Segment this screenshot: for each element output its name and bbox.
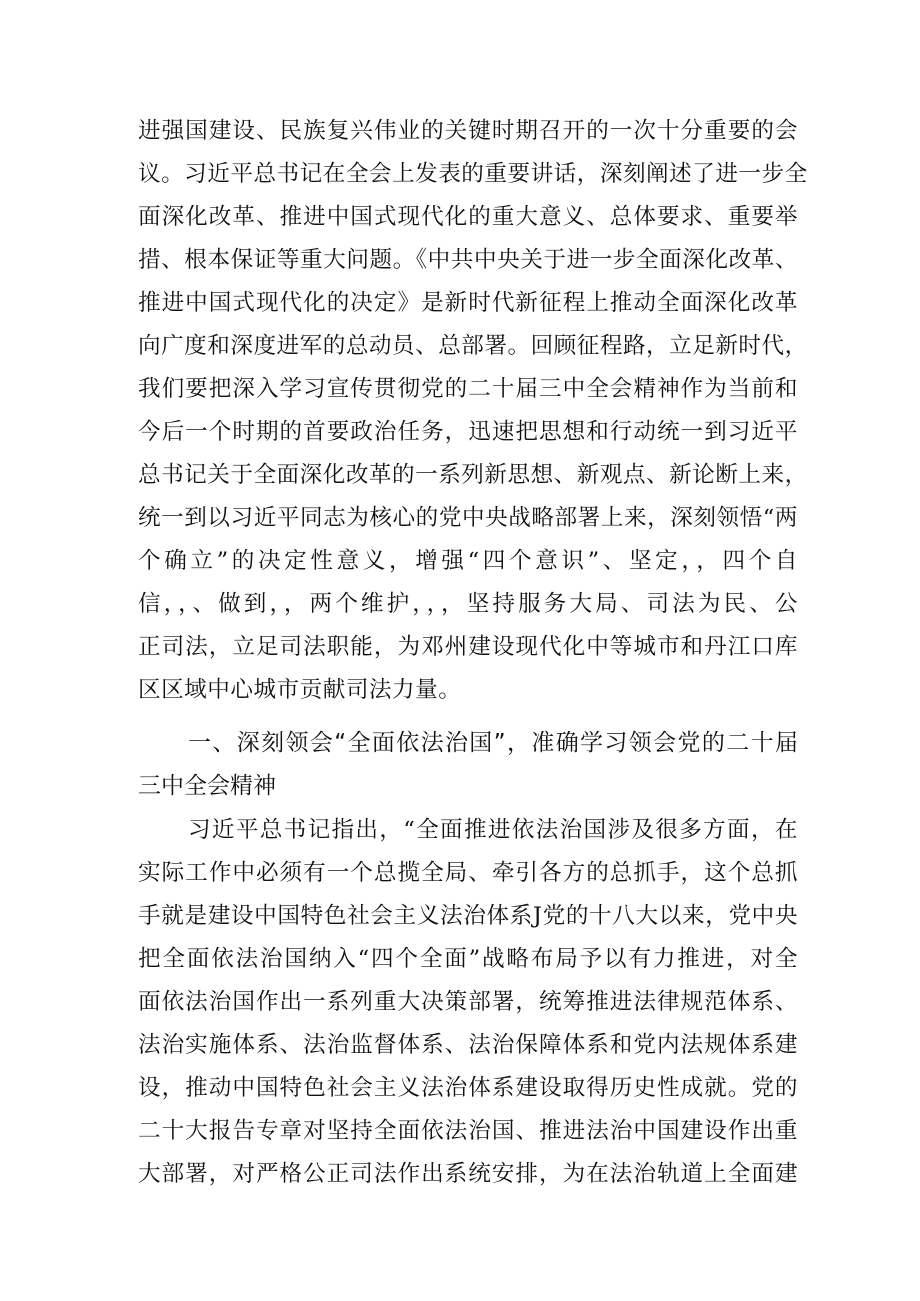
paragraph-1-line-10: 统一到以习近平同志为核心的党中央战略部署上来，深刻领悟“两 [138,505,798,531]
paragraph-1-line-6: 向广度和深度进军的总动员、总部署。回顾征程路，立足新时代， [138,333,808,359]
paragraph-1-line-14: 区区域中心城市贡献司法力量。 [138,677,462,703]
paragraph-1-line-4: 措、根本保证等重大问题。《中共中央关于进一步全面深化改革、 [138,247,798,273]
paragraph-2-line-3: 手就是建设中国特色社会主义法治体系J党的十八大以来，党中央 [138,903,798,929]
section-heading-line-2: 三中全会精神 [138,773,276,799]
paragraph-1-line-1: 进强国建设、民族复兴伟业的关键时期召开的一次十分重要的会 [138,118,798,144]
paragraph-2-line-9: 大部署，对严格公正司法作出系统安排，为在法治轨道上全面建 [138,1161,798,1187]
paragraph-1-line-3: 面深化改革、推进中国式现代化的重大意义、总体要求、重要举 [138,204,798,230]
paragraph-2-line-4: 把全面依法治国纳入“四个全面”战略布局予以有力推进，对全 [138,946,798,972]
paragraph-2-line-2: 实际工作中必须有一个总揽全局、牵引各方的总抓手，这个总抓 [138,860,798,886]
paragraph-1-line-12: 信，，、做到，，两个维护，，，坚持服务大局、司法为民、公 [138,591,798,617]
paragraph-2-line-6: 法治实施体系、法治监督体系、法治保障体系和党内法规体系建 [138,1032,798,1058]
paragraph-2-line-1: 习近平总书记指出，“全面推进依法治国涉及很多方面，在 [188,817,798,843]
paragraph-1-line-2: 议。习近平总书记在全会上发表的重要讲话，深刻阐述了进一步全 [138,161,808,187]
paragraph-1-line-13: 正司法，立足司法职能，为邓州建设现代化中等城市和丹江口库 [138,634,798,660]
section-heading-line-1: 一、深刻领会“全面依法治国”，准确学习领会党的二十届 [188,730,798,756]
paragraph-1-line-7: 我们要把深入学习宣传贯彻党的二十届三中全会精神作为当前和 [138,376,798,402]
paragraph-1-line-8: 今后一个时期的首要政治任务，迅速把思想和行动统一到习近平 [138,419,798,445]
paragraph-2-line-8: 二十大报告专章对坚持全面依法治国、推进法治中国建设作出重 [138,1118,798,1144]
paragraph-1-line-11: 个确立”的决定性意义，增强“四个意识”、坚定，，四个自 [138,548,798,574]
paragraph-1-line-9: 总书记关于全面深化改革的一系列新思想、新观点、新论断上来， [138,462,808,488]
paragraph-2-line-5: 面依法治国作出一系列重大决策部署，统筹推进法律规范体系、 [138,989,798,1015]
paragraph-1-line-5: 推进中国式现代化的决定》是新时代新征程上推动全面深化改革 [138,290,798,316]
paragraph-2-line-7: 设，推动中国特色社会主义法治体系建设取得历史性成就。党的 [138,1075,798,1101]
